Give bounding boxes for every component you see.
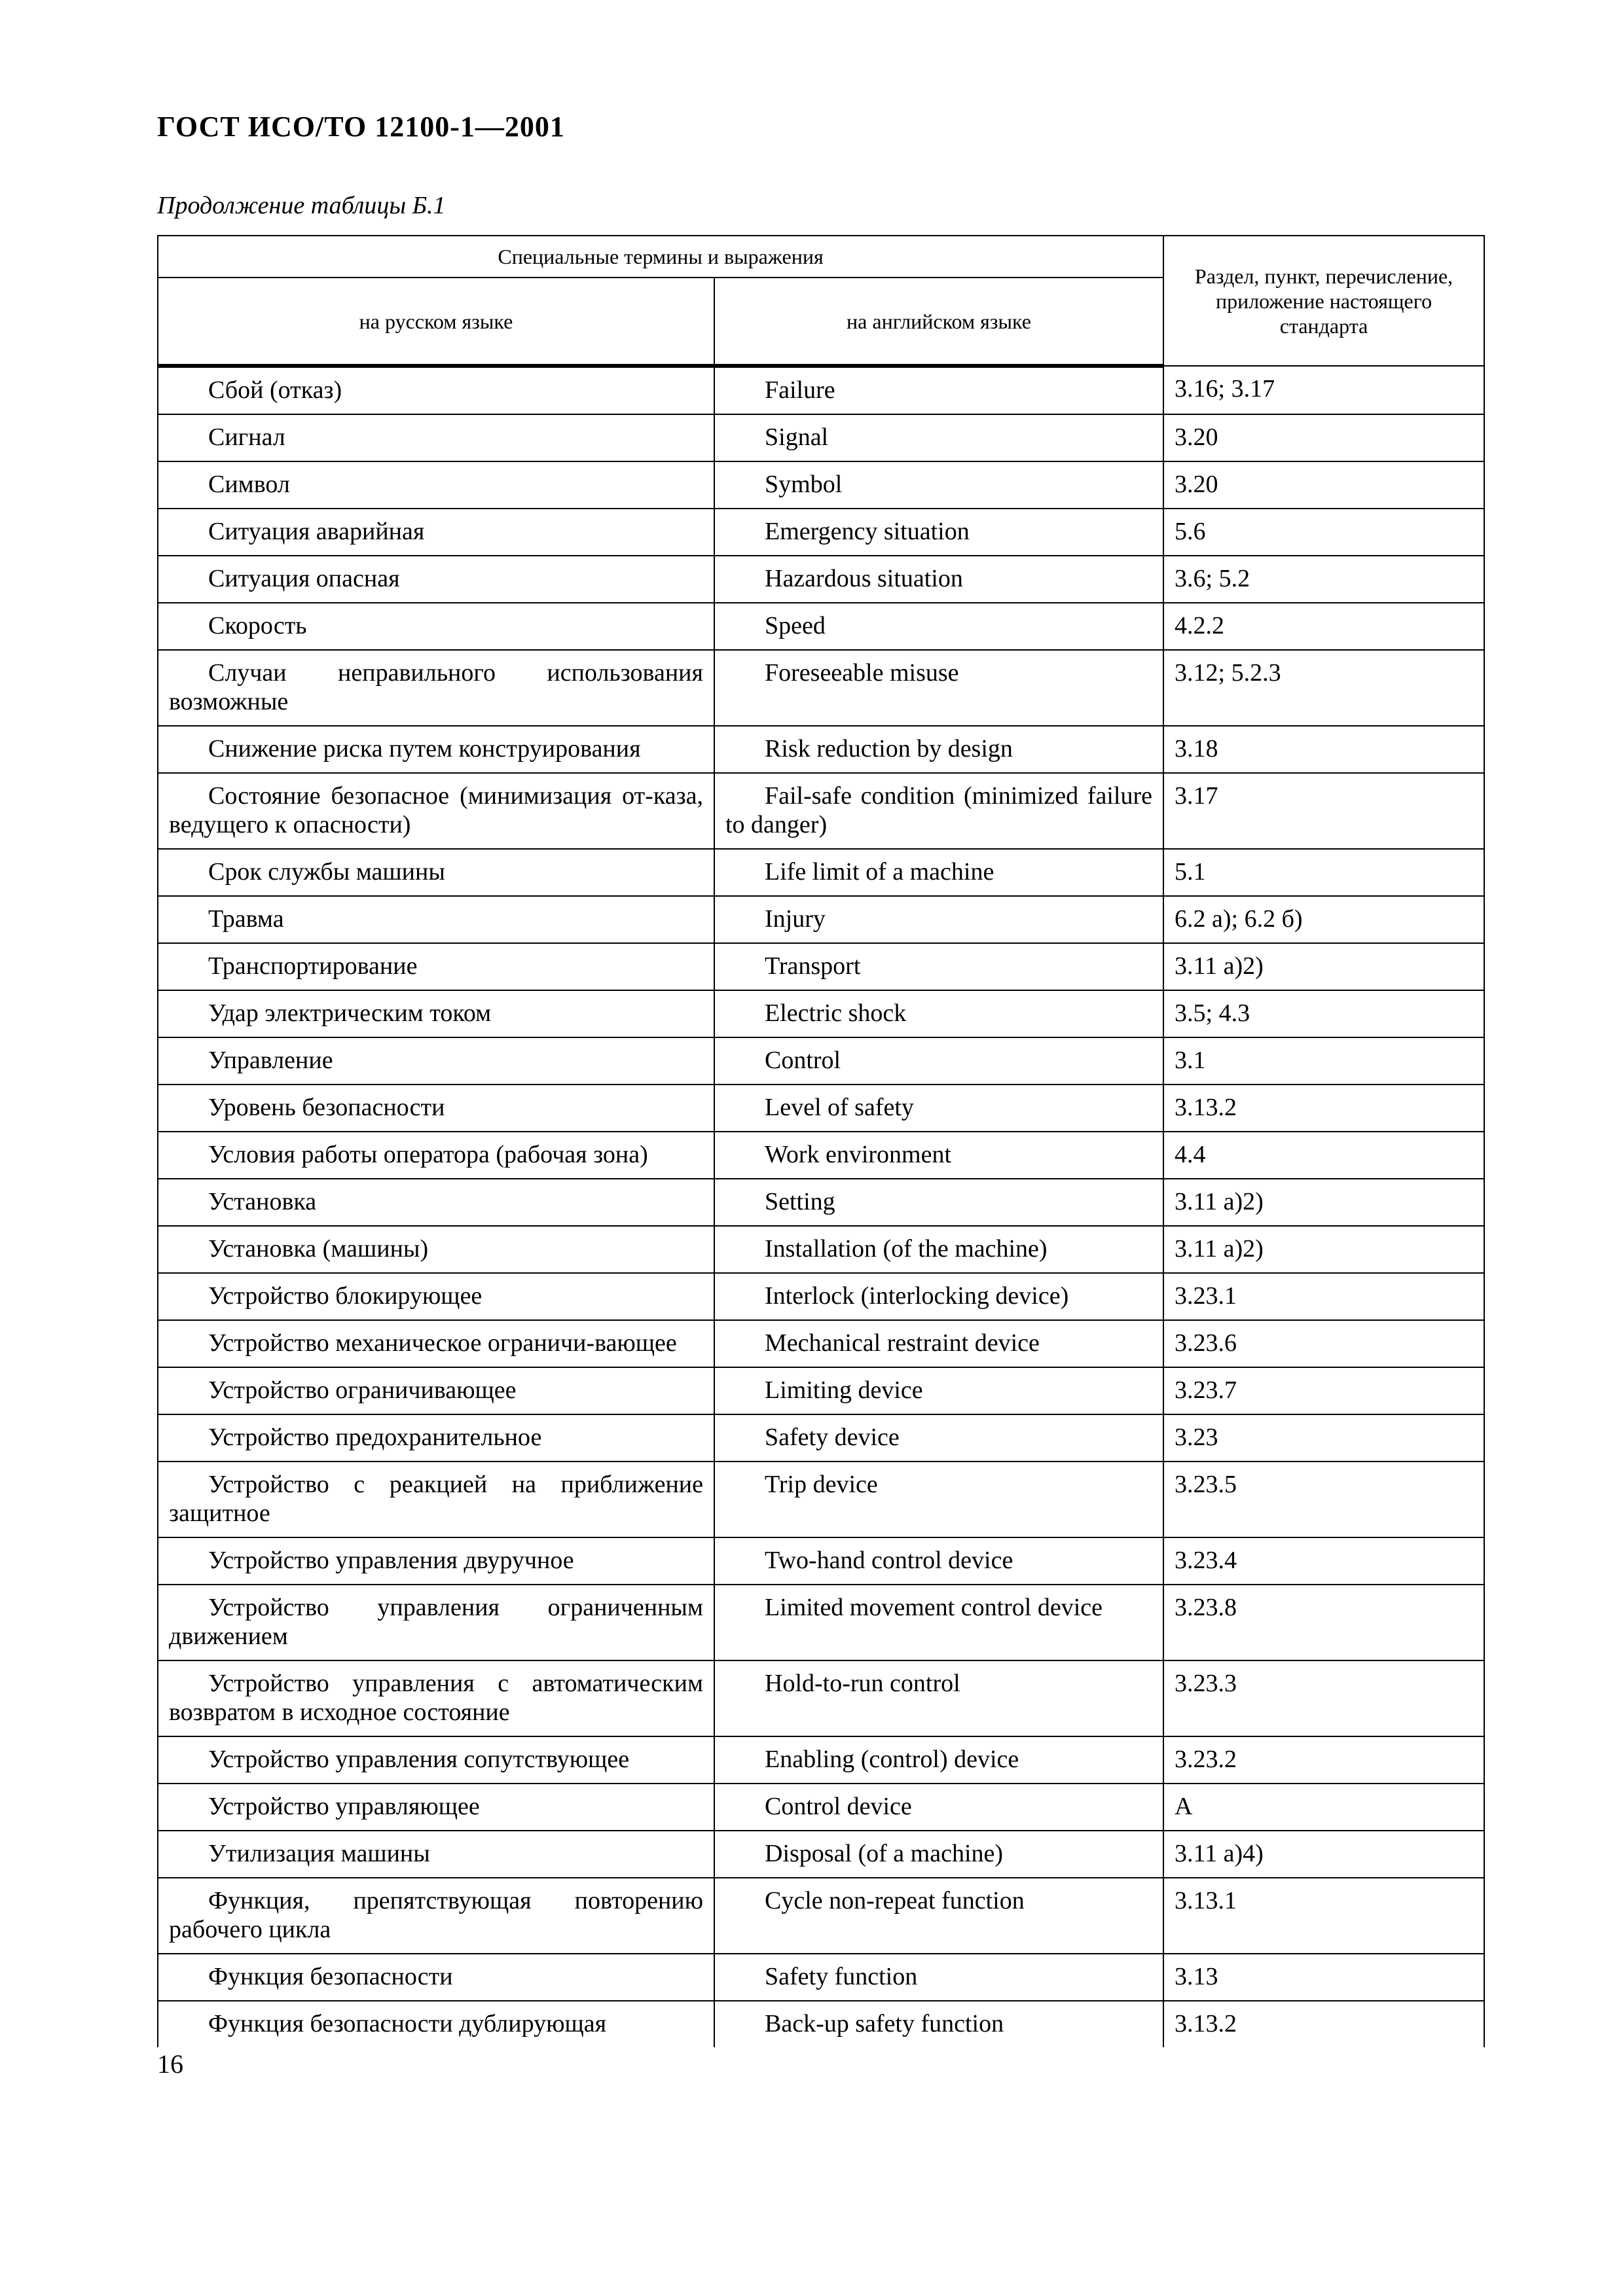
table-row [158, 1179, 1484, 1226]
term-english: Cycle non-repeat function [714, 1878, 1163, 1954]
term-english: Fail-safe condition (minimized failure to danger) [714, 773, 1163, 849]
term-russian: Травма [158, 896, 714, 943]
term-russian: Условия работы оператора (рабочая зона) [158, 1132, 714, 1179]
document-title: ГОСТ ИСО/ТО 12100-1—2001 [157, 111, 565, 143]
table-row [158, 1537, 1484, 1585]
term-english: Level of safety [714, 1085, 1163, 1132]
term-english: Failure [714, 366, 1163, 414]
term-russian: Состояние безопасное (минимизация от-каза, ведущего к опасности) [158, 773, 714, 849]
header-terms: Специальные термины и выражения [158, 236, 1163, 278]
table-row [158, 1954, 1484, 2001]
term-english: Trip device [714, 1462, 1163, 1537]
term-english: Life limit of a machine [714, 849, 1163, 896]
table-caption: Продолжение таблицы Б.1 [157, 192, 446, 219]
table-row [158, 1273, 1484, 1320]
term-russian: Сигнал [158, 414, 714, 461]
table-row [158, 2001, 1484, 2047]
section-reference: 3.23.5 [1163, 1462, 1484, 1537]
term-english: Hold-to-run control [714, 1660, 1163, 1736]
term-russian: Срок службы машины [158, 849, 714, 896]
table-row [158, 773, 1484, 849]
term-english: Limiting device [714, 1367, 1163, 1414]
section-reference: 3.23 [1163, 1414, 1484, 1462]
term-english: Enabling (control) device [714, 1736, 1163, 1784]
term-russian: Установка [158, 1179, 714, 1226]
term-english: Limited movement control device [714, 1585, 1163, 1660]
section-reference: 3.17 [1163, 773, 1484, 849]
section-reference: 3.11 а)2) [1163, 943, 1484, 990]
section-reference: 3.23.6 [1163, 1320, 1484, 1367]
section-reference: 6.2 а); 6.2 б) [1163, 896, 1484, 943]
term-russian: Устройство управления ограниченным движением [158, 1585, 714, 1660]
section-reference: 3.1 [1163, 1037, 1484, 1085]
section-reference: 5.6 [1163, 509, 1484, 556]
section-reference: 3.16; 3.17 [1163, 366, 1484, 414]
section-reference: 3.23.3 [1163, 1660, 1484, 1736]
term-russian: Устройство управления с автоматическим возвратом в исходное состояние [158, 1660, 714, 1736]
term-russian: Функция безопасности [158, 1954, 714, 2001]
table-row [158, 509, 1484, 556]
term-english: Interlock (interlocking device) [714, 1273, 1163, 1320]
term-english: Installation (of the machine) [714, 1226, 1163, 1273]
term-russian: Утилизация машины [158, 1831, 714, 1878]
term-russian: Транспортирование [158, 943, 714, 990]
table-row [158, 1320, 1484, 1367]
term-english: Safety function [714, 1954, 1163, 2001]
term-russian: Ситуация опасная [158, 556, 714, 603]
section-reference: 3.11 а)2) [1163, 1226, 1484, 1273]
table-row [158, 1660, 1484, 1736]
section-reference: 3.18 [1163, 726, 1484, 773]
header-russian: на русском языке [158, 278, 714, 366]
table-row [158, 414, 1484, 461]
table-row [158, 1878, 1484, 1954]
term-russian: Устройство предохранительное [158, 1414, 714, 1462]
term-english: Control device [714, 1784, 1163, 1831]
table-row [158, 1784, 1484, 1831]
terms-table [157, 235, 1485, 2047]
term-english: Setting [714, 1179, 1163, 1226]
term-english: Symbol [714, 461, 1163, 509]
term-english: Two-hand control device [714, 1537, 1163, 1585]
term-russian: Уровень безопасности [158, 1085, 714, 1132]
term-english: Transport [714, 943, 1163, 990]
table-row [158, 990, 1484, 1037]
section-reference: 3.23.4 [1163, 1537, 1484, 1585]
term-english: Signal [714, 414, 1163, 461]
table-row [158, 650, 1484, 726]
section-reference: 3.20 [1163, 461, 1484, 509]
term-russian: Устройство управления сопутствующее [158, 1736, 714, 1784]
section-reference: 3.5; 4.3 [1163, 990, 1484, 1037]
section-reference: 3.23.1 [1163, 1273, 1484, 1320]
term-russian: Ситуация аварийная [158, 509, 714, 556]
term-russian: Устройство блокирующее [158, 1273, 714, 1320]
term-russian: Случаи неправильного использования возможные [158, 650, 714, 726]
term-russian: Устройство ограничивающее [158, 1367, 714, 1414]
section-reference: 3.23.8 [1163, 1585, 1484, 1660]
term-english: Speed [714, 603, 1163, 650]
table-row [158, 1462, 1484, 1537]
table-row [158, 726, 1484, 773]
term-russian: Устройство управления двуручное [158, 1537, 714, 1585]
term-english: Risk reduction by design [714, 726, 1163, 773]
section-reference: 3.6; 5.2 [1163, 556, 1484, 603]
term-russian: Символ [158, 461, 714, 509]
term-russian: Устройство управляющее [158, 1784, 714, 1831]
header-english: на английском языке [714, 278, 1163, 366]
table-header [158, 236, 1484, 366]
table-row [158, 1037, 1484, 1085]
term-english: Disposal (of a machine) [714, 1831, 1163, 1878]
term-english: Injury [714, 896, 1163, 943]
term-english: Emergency situation [714, 509, 1163, 556]
term-russian: Скорость [158, 603, 714, 650]
term-english: Foreseeable misuse [714, 650, 1163, 726]
term-russian: Снижение риска путем конструирования [158, 726, 714, 773]
section-reference: 3.13.2 [1163, 1085, 1484, 1132]
term-english: Electric shock [714, 990, 1163, 1037]
section-reference: 3.13 [1163, 1954, 1484, 2001]
table-row [158, 1226, 1484, 1273]
table-row [158, 1132, 1484, 1179]
term-russian: Функция безопасности дублирующая [158, 2001, 714, 2047]
table-body [158, 366, 1484, 2047]
term-english: Work environment [714, 1132, 1163, 1179]
table-row [158, 366, 1484, 414]
term-english: Control [714, 1037, 1163, 1085]
table-row [158, 1736, 1484, 1784]
table-row [158, 603, 1484, 650]
table-row [158, 556, 1484, 603]
section-reference: 3.11 а)4) [1163, 1831, 1484, 1878]
section-reference: A [1163, 1784, 1484, 1831]
term-russian: Установка (машины) [158, 1226, 714, 1273]
section-reference: 3.20 [1163, 414, 1484, 461]
term-russian: Устройство механическое ограничи-вающее [158, 1320, 714, 1367]
table-row [158, 461, 1484, 509]
section-reference: 5.1 [1163, 849, 1484, 896]
table-row [158, 849, 1484, 896]
table-row [158, 1085, 1484, 1132]
section-reference: 3.23.7 [1163, 1367, 1484, 1414]
table-row [158, 1831, 1484, 1878]
section-reference: 4.2.2 [1163, 603, 1484, 650]
section-reference: 3.12; 5.2.3 [1163, 650, 1484, 726]
section-reference: 4.4 [1163, 1132, 1484, 1179]
section-reference: 3.23.2 [1163, 1736, 1484, 1784]
section-reference: 3.13.2 [1163, 2001, 1484, 2047]
term-english: Hazardous situation [714, 556, 1163, 603]
table-row [158, 896, 1484, 943]
term-english: Mechanical restraint device [714, 1320, 1163, 1367]
section-reference: 3.11 а)2) [1163, 1179, 1484, 1226]
term-russian: Функция, препятствующая повторению рабочего цикла [158, 1878, 714, 1954]
term-russian: Удар электрическим током [158, 990, 714, 1037]
table-row [158, 943, 1484, 990]
term-russian: Устройство с реакцией на приближение защитное [158, 1462, 714, 1537]
page-number: 16 [157, 2049, 183, 2079]
term-english: Back-up safety function [714, 2001, 1163, 2047]
term-russian: Сбой (отказ) [158, 366, 714, 414]
table-row [158, 1585, 1484, 1660]
table-row [158, 1367, 1484, 1414]
table-row [158, 1414, 1484, 1462]
term-russian: Управление [158, 1037, 714, 1085]
term-english: Safety device [714, 1414, 1163, 1462]
section-reference: 3.13.1 [1163, 1878, 1484, 1954]
header-reference: Раздел, пункт, перечисление, приложение настоящего стандарта [1163, 236, 1484, 366]
